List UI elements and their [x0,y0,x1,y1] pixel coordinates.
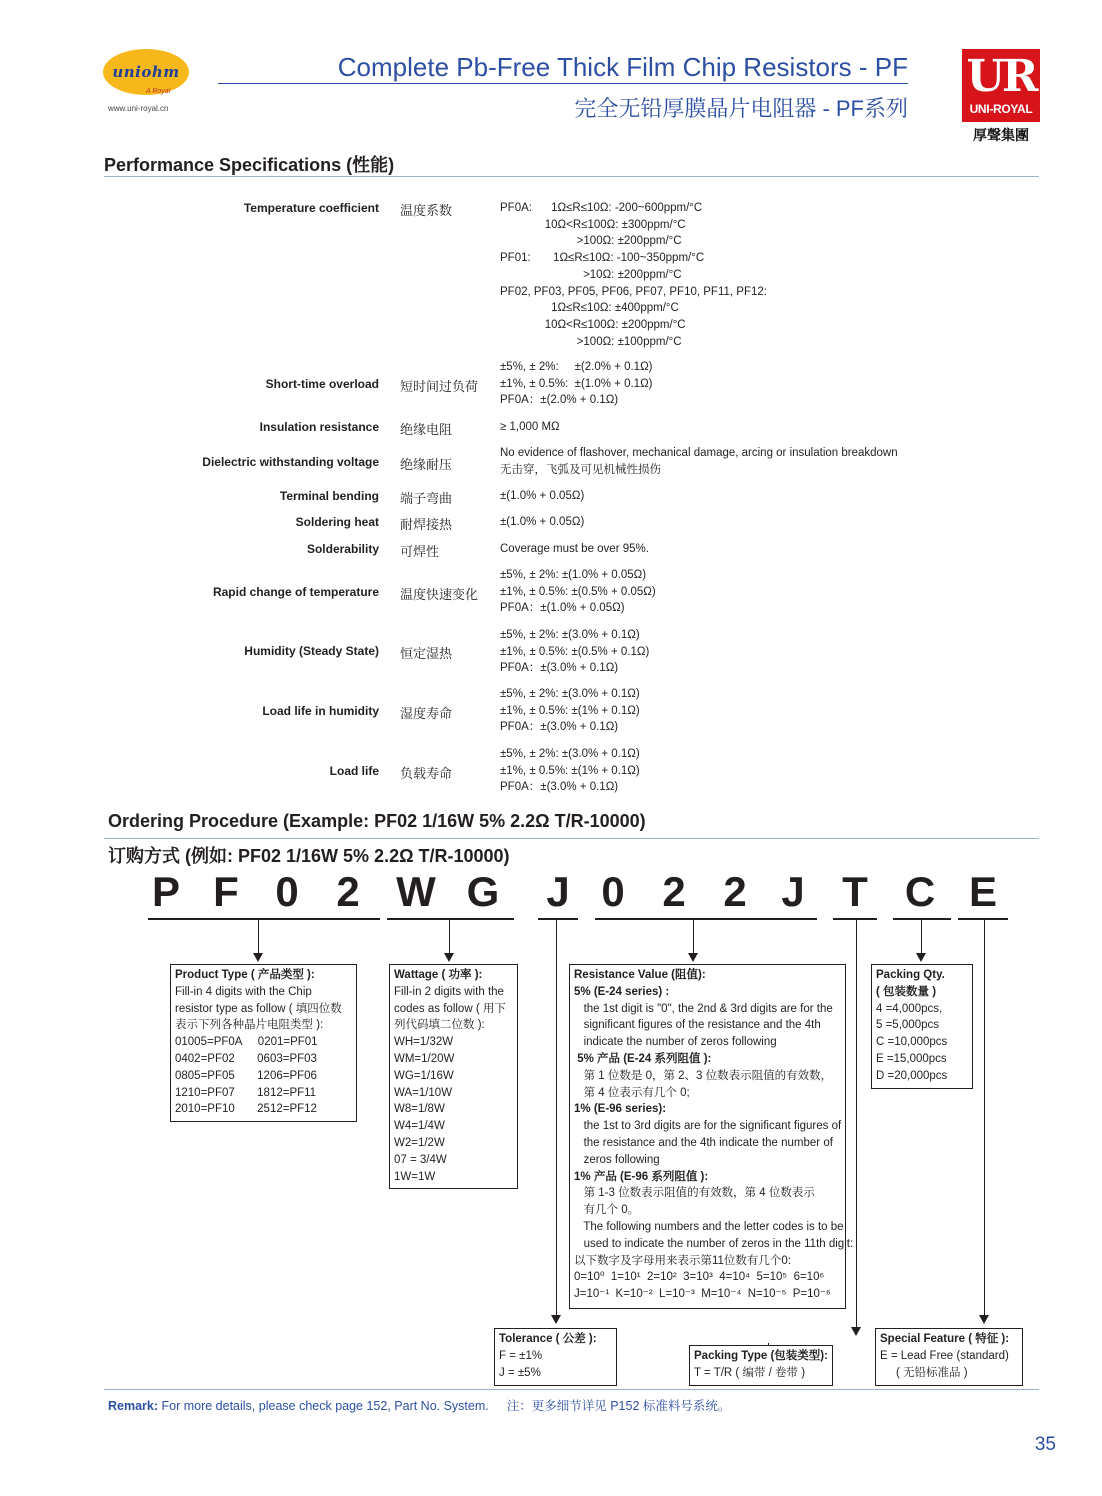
spec-value-line: ±5%, ± 2%: ±(3.0% + 0.1Ω) [500,629,640,641]
spec-value-line: ±(1.0% + 0.05Ω) [500,516,585,528]
spec-value-line: PF0A：±(3.0% + 0.1Ω) [500,662,619,675]
logo-url: www.uni-royal.cn [108,104,169,113]
box-line: Tolerance ( 公差 ): [499,1333,597,1345]
box-line: WH=1/32W [394,1036,454,1049]
ordering-title-cn: 订购方式 (例如: PF02 1/16W 5% 2.2Ω T/R-10000) [108,846,510,866]
box-line: E =15,000pcs [876,1052,947,1065]
special-feature-connector [984,920,985,1316]
spec-label-cn: 温度系数 [400,203,453,218]
spec-value [500,359,653,409]
box-line: 5% (E-24 series) : [574,985,670,998]
wattage-box [389,964,518,1189]
spec-value-line: ±1%, ± 0.5%: ±(1% + 0.1Ω) [500,764,640,777]
arrow-down-icon [979,1315,989,1324]
spec-value-line: No evidence of flashover, mechanical damage, arcing or insulation breakdown [500,447,898,459]
spec-value-line: ±1%, ± 0.5%: ±(1% + 0.1Ω) [500,704,640,717]
box-line: Fill-in 2 digits with the [394,985,504,998]
page-title-cn: 完全无铅厚膜晶片电阻器 - PF系列 [574,96,908,121]
spec-label-en: Dielectric withstanding voltage [202,455,379,469]
arrow-down-icon [253,953,263,962]
spec-value-line: ±1%, ± 0.5%: ±(0.5% + 0.1Ω) [500,645,650,658]
spec-label-cn: 温度快速变化 [400,587,479,602]
resistance-underline [595,918,817,920]
wattage-underline [387,918,514,920]
ordering-title-en: Ordering Procedure (Example: PF02 1/16W 5% 2.2Ω T/R-10000) [108,811,646,831]
box-line: 1210=PF07 1812=PF11 [175,1086,317,1099]
spec-value-line: PF0A：±(1.0% + 0.05Ω) [500,602,625,615]
ordering-divider [104,838,1039,839]
box-line: The following numbers and the letter codes is to be [574,1220,844,1233]
logo-tagline: A Royal [146,88,171,95]
arrow-down-icon [688,953,698,962]
spec-label-en: Terminal bending [279,489,379,503]
box-line: 列代码填二位数 ): [394,1019,485,1032]
box-line: significant figures of the resistance and the 4th [574,1019,821,1032]
spec-label-en: Rapid change of temperature [212,585,379,599]
spec-label-cn: 绝缘电阻 [400,422,453,437]
packing-qty-connector [921,920,922,954]
code-char: F [213,868,239,915]
spec-value-line: ±5%, ± 2%: ±(2.0% + 0.1Ω) [500,361,653,373]
box-line: 第 1-3 位数表示阻值的有效数，第 4 位数表示 [574,1187,815,1200]
code-char: 2 [723,868,747,915]
spec-label-cn: 短时间过负荷 [400,379,479,394]
box-line: 表示下列各种晶片电阻类型 ): [175,1019,324,1032]
code-char: T [842,868,868,915]
title-divider [218,83,908,84]
box-line: 5% 产品 (E-24 系列阻值 ): [574,1052,712,1065]
spec-value [500,445,898,478]
box-line: WG=1/16W [394,1069,454,1082]
tolerance-box [494,1328,617,1386]
box-line: J=10⁻¹ K=10⁻² L=10⁻³ M=10⁻⁴ N=10⁻⁵ P=10⁻⁶ [574,1288,831,1301]
spec-label-cn: 湿度寿命 [400,706,453,721]
spec-value-line: ±5%, ± 2%: ±(1.0% + 0.05Ω) [500,569,647,581]
spec-value [500,541,649,558]
spec-value [500,200,767,350]
box-line: 有几个 0。 [574,1204,640,1217]
spec-label-cn: 耐焊接热 [400,517,453,532]
spec-value-line: PF0A：±(2.0% + 0.1Ω) [500,394,619,407]
remark [108,1396,730,1414]
spec-value-line: PF0A：±(3.0% + 0.1Ω) [500,781,619,794]
spec-value [500,627,649,677]
code-char: 2 [336,868,360,915]
box-line: W2=1/2W [394,1136,445,1149]
uni-royal-name: UNI-ROYAL [969,102,1033,116]
box-line: ( 无铅标准品 ) [880,1366,968,1379]
box-line: Fill-in 4 digits with the Chip [175,985,312,998]
spec-value-line: ≥ 1,000 MΩ [500,421,560,433]
spec-label-en: Load life [329,764,379,778]
arrow-down-icon [851,1327,861,1336]
box-line: the resistance and the 4th indicate the number of [574,1136,833,1149]
box-line: WM=1/20W [394,1052,455,1065]
spec-value-line: 10Ω<R≤100Ω: ±300ppm/°C [500,218,686,231]
box-line: D =20,000pcs [876,1069,948,1082]
special-feature-box [875,1328,1023,1386]
uniohm-logo: uniohm [103,49,189,95]
code-char: 2 [662,868,686,915]
product-type-box [170,964,357,1122]
spec-value-line: PF0A：±(3.0% + 0.1Ω) [500,721,619,734]
box-line: 1% (E-96 series): [574,1103,667,1116]
spec-value-line: ±(1.0% + 0.05Ω) [500,490,585,502]
box-line: 以下数字及字母用来表示第11位数有几个0: [574,1254,792,1267]
spec-value [500,686,640,736]
box-line: 1W=1W [394,1170,436,1183]
packing-qty-box [871,964,973,1089]
spec-value [500,567,656,617]
spec-value-line: PF01: 1Ω≤R≤10Ω: -100~350ppm/°C [500,252,705,265]
spec-value-line: ±1%, ± 0.5%: ±(0.5% + 0.05Ω) [500,585,656,598]
box-line: 5 =5,000pcs [876,1019,939,1032]
box-line: WA=1/10W [394,1086,453,1099]
spec-label-cn: 可焊性 [400,544,440,559]
box-line: zeros following [574,1153,660,1166]
spec-label-en: Insulation resistance [259,420,379,434]
code-char: J [546,868,570,915]
spec-value-line: >100Ω: ±100ppm/°C [500,335,682,348]
spec-value-line: PF02, PF03, PF05, PF06, PF07, PF10, PF11, PF12: [500,285,767,298]
box-line: Wattage ( 功率 ): [394,969,483,981]
spec-value-line: PF0A: 1Ω≤R≤10Ω: -200~600ppm/°C [500,202,703,214]
box-line: E = Lead Free (standard) [880,1349,1009,1362]
box-line: J = ±5% [499,1366,541,1379]
tolerance-connector [556,920,557,1316]
box-line: 0805=PF05 1206=PF06 [175,1069,317,1082]
box-line: 第 4 位表示有几个 0; [574,1086,690,1099]
box-line: Special Feature ( 特征 ): [880,1333,1010,1345]
product-type-connector [258,920,259,954]
performance-title: Performance Specifications (性能) [104,155,395,175]
remark-label: Remark: [108,1399,159,1413]
brand-cn-name: 厚聲集團 [973,127,1029,143]
tolerance-underline [538,918,578,920]
spec-value [500,488,584,505]
spec-label-cn: 端子弯曲 [400,491,453,506]
code-char: J [781,868,805,915]
page-title-en: Complete Pb-Free Thick Film Chip Resistors - PF [337,52,908,82]
box-line: used to indicate the number of zeros in the 11th digit: [574,1237,854,1250]
spec-label-en: Short-time overload [265,377,379,391]
box-line: ( 包装数量 ) [876,985,937,998]
box-line: 2010=PF10 2512=PF12 [175,1103,317,1116]
box-line: Packing Type (包装类型): [694,1350,828,1362]
box-line: codes as follow ( 用下 [394,1002,506,1015]
box-line: T = T/R ( 编带 / 卷带 ) [694,1366,806,1379]
code-char: E [968,868,997,915]
packing-type-connector [856,920,857,1328]
resistance-value-box [569,964,854,1309]
spec-value-line: >100Ω: ±200ppm/°C [500,235,682,248]
box-line: W4=1/4W [394,1120,445,1133]
packing-type-underline [833,918,877,920]
spec-value-line: ±5%, ± 2%: ±(3.0% + 0.1Ω) [500,688,640,700]
code-char: 0 [601,868,625,915]
box-line: indicate the number of zeros following [574,1036,777,1049]
box-line: the 1st to 3rd digits are for the significant figures of [574,1120,842,1133]
box-line: 07 = 3/4W [394,1153,447,1166]
spec-value-line: 无击穿，飞弧及可见机械性损伤 [500,463,661,476]
spec-label-cn: 恒定湿热 [400,646,453,661]
arrow-down-icon [551,1315,561,1324]
spec-value [500,746,640,796]
box-line: 第 1 位数是 0，第 2、3 位数表示阻值的有效数， [574,1069,833,1082]
remark-cn: 注：更多细节详见 P152 标准料号系统。 [506,1399,731,1413]
box-line: 0402=PF02 0603=PF03 [175,1052,317,1065]
page-number: 35 [1034,1434,1056,1455]
box-line: 1% 产品 (E-96 系列阻值 ): [574,1170,709,1183]
arrow-down-icon [916,953,926,962]
code-char: 0 [275,868,299,915]
box-line: 0=10⁰ 1=10¹ 2=10² 3=10³ 4=10⁴ 5=10⁵ 6=10⁶ [574,1271,825,1284]
spec-label-en: Temperature coefficient [243,201,379,215]
spec-value-line: ±1%, ± 0.5%: ±(1.0% + 0.1Ω) [500,377,653,390]
code-char: P [151,868,180,915]
special-feature-underline [958,918,1008,920]
box-line: C =10,000pcs [876,1036,948,1049]
ur-mark: UR [966,51,1036,102]
box-line: Product Type ( 产品类型 ): [175,969,315,981]
box-line: resistor type as follow ( 填四位数 [175,1002,342,1015]
box-line: the 1st digit is "0", the 2nd & 3rd digits are for the [574,1002,833,1015]
box-line: 01005=PF0A 0201=PF01 [175,1036,318,1049]
spec-value-line: ±5%, ± 2%: ±(3.0% + 0.1Ω) [500,748,640,760]
resistance-connector [693,920,694,954]
spec-value-line: 10Ω<R≤100Ω: ±200ppm/°C [500,318,686,331]
box-line: F = ±1% [499,1349,543,1362]
spec-value-line: >10Ω: ±200ppm/°C [500,268,682,281]
spec-value-line: 1Ω≤R≤10Ω: ±400ppm/°C [500,302,679,315]
spec-label-cn: 负载寿命 [400,766,453,781]
box-line: Resistance Value (阻值): [574,969,706,981]
remark-en: For more details, please check page 152, Part No. System. [158,1399,489,1413]
spec-label-en: Solderability [306,542,379,556]
spec-label-en: Soldering heat [295,515,379,529]
spec-value [500,419,560,436]
wattage-connector [449,920,450,954]
performance-divider [104,176,1039,177]
footer-divider [104,1389,1039,1390]
packing-type-box [689,1345,833,1386]
spec-label-en: Load life in humidity [262,704,379,718]
spec-label-en: Humidity (Steady State) [244,644,379,658]
code-char: W [396,868,436,915]
code-char: C [904,868,936,915]
product-type-underline [148,918,380,920]
spec-label-cn: 绝缘耐压 [400,457,453,472]
code-char: G [466,868,500,915]
box-line: W8=1/8W [394,1103,445,1116]
spec-value-line: Coverage must be over 95%. [500,543,649,555]
box-line: 4 =4,000pcs, [876,1002,943,1015]
spec-value [500,514,584,531]
arrow-down-icon [444,953,454,962]
box-line: Packing Qty. [876,969,945,981]
packing-qty-underline [893,918,951,920]
